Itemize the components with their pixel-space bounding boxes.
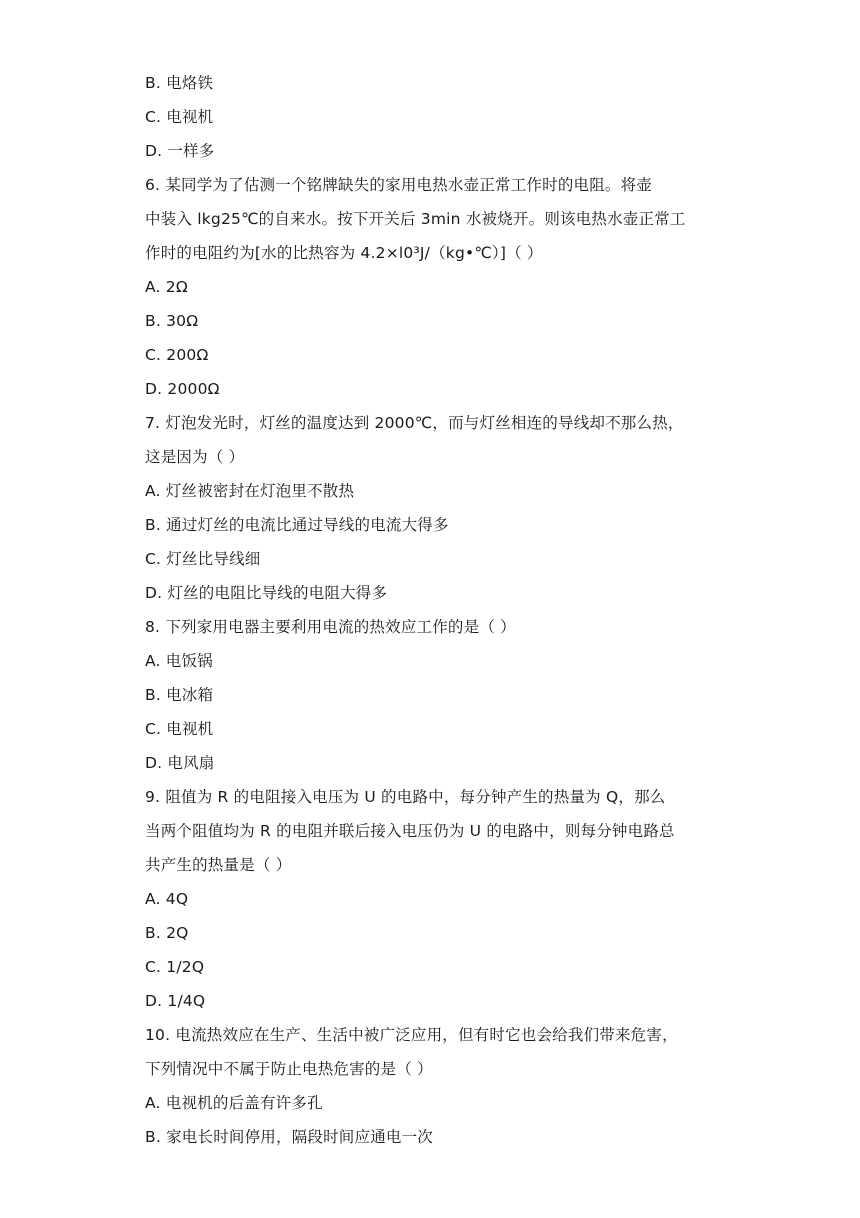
question-stem: [145, 406, 717, 474]
answer-option: A. 灯丝被密封在灯泡里不散热: [145, 482, 355, 500]
question-stem-line: 共产生的热量是（ ）: [145, 856, 292, 874]
answer-option: D. 一样多: [145, 142, 215, 160]
answer-option: C. 灯丝比导线细: [145, 550, 261, 568]
question-stem-line: 中装入 lkg25℃的自来水。按下开关后 3min 水被烧开。则该电热水壶正常工: [145, 210, 686, 228]
answer-option: D. 2000Ω: [145, 380, 220, 398]
question-stem: [145, 1018, 717, 1086]
answer-option: C. 电视机: [145, 108, 214, 126]
answer-option: B. 通过灯丝的电流比通过导线的电流大得多: [145, 516, 449, 534]
answer-option: B. 电烙铁: [145, 74, 214, 92]
question-stem-line: 10. 电流热效应在生产、生活中被广泛应用，但有时它也会给我们带来危害，: [145, 1026, 678, 1044]
question-stem-line: 这是因为（ ）: [145, 448, 245, 466]
answer-option: B. 2Q: [145, 924, 189, 942]
answer-option: A. 电饭锅: [145, 652, 213, 670]
answer-option: D. 灯丝的电阻比导线的电阻大得多: [145, 584, 388, 602]
answer-option: C. 200Ω: [145, 346, 209, 364]
question-stem-line: 当两个阻值均为 R 的电阻并联后接入电压仍为 U 的电路中，则每分钟电路总: [145, 822, 675, 840]
answer-option: C. 电视机: [145, 720, 214, 738]
exam-page: [145, 66, 717, 1154]
answer-option: C. 1/2Q: [145, 958, 205, 976]
answer-option: B. 30Ω: [145, 312, 199, 330]
answer-option: A. 电视机的后盖有许多孔: [145, 1094, 323, 1112]
question-stem: [145, 780, 717, 882]
answer-option: A. 2Ω: [145, 278, 188, 296]
question-stem-line: 6. 某同学为了估测一个铭牌缺失的家用电热水壶正常工作时的电阻。将壶: [145, 176, 653, 194]
question-stem-line: 7. 灯泡发光时，灯丝的温度达到 2000℃，而与灯丝相连的导线却不那么热，: [145, 414, 684, 432]
question-stem-line: 下列情况中不属于防止电热危害的是（ ）: [145, 1060, 433, 1078]
answer-option: B. 家电长时间停用，隔段时间应通电一次: [145, 1128, 433, 1146]
question-stem-line: 8. 下列家用电器主要利用电流的热效应工作的是（ ）: [145, 618, 516, 636]
question-stem-line: 9. 阻值为 R 的电阻接入电压为 U 的电路中，每分钟产生的热量为 Q，那么: [145, 788, 666, 806]
answer-option: A. 4Q: [145, 890, 189, 908]
question-stem: [145, 168, 717, 270]
answer-option: D. 电风扇: [145, 754, 215, 772]
answer-option: D. 1/4Q: [145, 992, 206, 1010]
question-stem: [145, 610, 717, 644]
question-stem-line: 作时的电阻约为[水的比热容为 4.2×l0³J/（kg•℃）]（ ）: [145, 244, 543, 262]
answer-option: B. 电冰箱: [145, 686, 214, 704]
